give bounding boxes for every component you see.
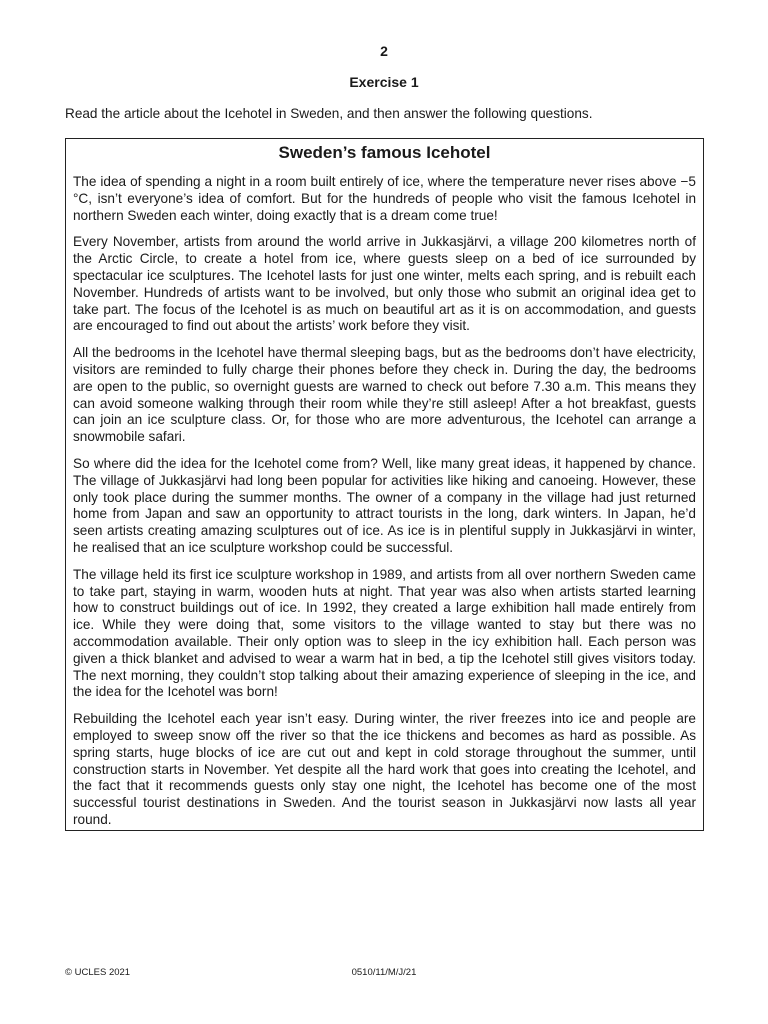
page-number: 2 — [380, 43, 388, 59]
instruction-text: Read the article about the Icehotel in Sweden, and then answer the following questions. — [65, 106, 593, 121]
article-box — [65, 138, 704, 831]
footer-paper-code: 0510/11/M/J/21 — [351, 967, 417, 978]
article-paragraph: Rebuilding the Icehotel each year isn’t easy. During winter, the river freezes into ice and people are employed to sweep snow off the river so that the ice thickens and becomes as hard as possible. As spring starts, huge blocks of ice are cut out and kept in cold storage throughout the summer, until construction starts in November. Yet despite all the hard work that goes into creating the Icehotel, and the fact that it recommends guests only stay one night, the Icehotel has become one of the most successful tourist destinations in Sweden. And the tourist season in Jukkasjärvi now lasts all year round. — [73, 711, 696, 827]
article-paragraph: So where did the idea for the Icehotel come from? Well, like many great ideas, it happened by chance. The village of Jukkasjärvi had long been popular for activities like hiking and canoeing. However, these only took place during the summer months. The owner of a company in the village had just returned home from Japan and saw an opportunity to attract tourists in the long, dark winters. In Japan, he’d seen artists creating amazing sculptures out of ice. As ice is in plentiful supply in Jukkasjärvi in winter, he realised that an ice sculpture workshop could be successful. — [73, 455, 696, 555]
article-paragraph: The idea of spending a night in a room built entirely of ice, where the temperature never rises above −5 °C, isn’t everyone’s idea of comfort. But for the hundreds of people who visit the famous Icehotel in northern Sweden each winter, doing exactly that is a dream come true! — [73, 174, 696, 223]
article-paragraph: The village held its first ice sculpture workshop in 1989, and artists from all over northern Sweden came to take part, staying in warm, wooden huts at night. That year was also when artists started learning how to construct buildings out of ice. In 1992, they created a large exhibition hall made entirely from ice. While they were doing that, some visitors to the village wanted to stay but there was no accommodation available. Their only option was to sleep in the icy exhibition hall. Each person was given a thick blanket and advised to wear a warm hat in bed, a tip the Icehotel still gives visitors today. The next morning, they couldn’t stop talking about their amazing experience of sleeping in the ice, and the idea for the Icehotel was born! — [73, 566, 696, 700]
article-title: Sweden’s famous Icehotel — [278, 143, 491, 162]
article-paragraph: All the bedrooms in the Icehotel have thermal sleeping bags, but as the bedrooms don’t have electricity, visitors are reminded to fully charge their phones before they check in. During the day, the bedrooms are open to the public, so overnight guests are warned to check out before 7.30 a.m. This means they can avoid someone walking through their room while they’re still asleep! After a hot breakfast, guests can join an ice sculpture class. Or, for those who are more adventurous, the Icehotel can arrange a snowmobile safari. — [73, 345, 696, 445]
footer-copyright: © UCLES 2021 — [65, 967, 131, 978]
exercise-title: Exercise 1 — [349, 74, 419, 90]
article-paragraph: Every November, artists from around the world arrive in Jukkasjärvi, a village 200 kilometres north of the Arctic Circle, to create a hotel from ice, where guests sleep on a bed of ice surrounded by spectacular ice sculptures. The Icehotel lasts for just one winter, melts each spring, and is rebuilt each November. Hundreds of artists want to be involved, but only those who submit an original idea get to take part. The focus of the Icehotel is as much on beautiful art as it is on accommodation, and guests are encouraged to find out about the artists’ work before they visit. — [73, 234, 696, 334]
